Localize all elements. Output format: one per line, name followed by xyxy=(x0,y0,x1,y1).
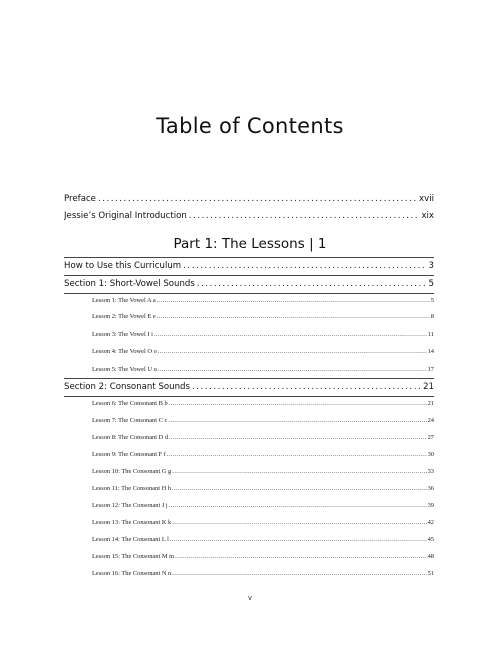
toc-section-label: Section 1: Short-Vowel Sounds xyxy=(64,279,195,289)
lesson-label: Lesson 11: The Consonant H h xyxy=(92,485,171,492)
toc-lesson-1[interactable] xyxy=(92,296,434,306)
lesson-label: Lesson 15: The Consonant M m xyxy=(92,553,175,560)
dot-leader xyxy=(172,518,426,528)
dot-leader xyxy=(168,416,426,426)
toc-lesson-7[interactable] xyxy=(92,416,434,426)
lesson-page: 36 xyxy=(427,485,434,492)
dot-leader xyxy=(172,484,427,494)
dot-leader xyxy=(197,278,427,291)
dot-leader xyxy=(169,501,427,511)
lesson-page: 48 xyxy=(427,553,434,560)
lesson-label: Lesson 4: The Vowel O o xyxy=(92,348,157,355)
lesson-page: 14 xyxy=(427,348,434,355)
toc-lesson-5[interactable] xyxy=(92,365,434,375)
toc-lesson-9[interactable] xyxy=(92,450,434,460)
section-divider xyxy=(64,293,434,294)
toc-entry-label: Jessie’s Original Introduction xyxy=(64,211,187,221)
part-heading: Part 1: The Lessons | 1 xyxy=(173,236,327,252)
dot-leader xyxy=(183,260,426,273)
lesson-page: 51 xyxy=(427,570,434,577)
lesson-page: 8 xyxy=(430,313,434,320)
lesson-page: 21 xyxy=(427,400,434,407)
toc-entry-introduction[interactable] xyxy=(64,210,434,223)
toc-lesson-16[interactable] xyxy=(92,569,434,579)
entry-divider xyxy=(64,275,434,276)
dot-leader xyxy=(192,381,421,394)
dot-leader xyxy=(157,296,430,306)
toc-entry-page: 3 xyxy=(428,261,434,271)
dot-leader xyxy=(98,193,417,206)
toc-section-1[interactable] xyxy=(64,278,434,291)
toc-lesson-8[interactable] xyxy=(92,433,434,443)
toc-lesson-15[interactable] xyxy=(92,552,434,562)
toc-section-page: 5 xyxy=(428,279,434,289)
lesson-page: 42 xyxy=(427,519,434,526)
toc-entry-page: xvii xyxy=(419,194,434,204)
toc-lesson-11[interactable] xyxy=(92,484,434,494)
lesson-page: 45 xyxy=(427,536,434,543)
lesson-label: Lesson 8: The Consonant D d xyxy=(92,434,169,441)
dot-leader xyxy=(172,569,426,579)
dot-leader xyxy=(169,399,427,409)
dot-leader xyxy=(158,347,427,357)
toc-entry-how-to-use[interactable] xyxy=(64,260,434,273)
dot-leader xyxy=(154,330,427,340)
toc-section-page: 21 xyxy=(423,382,434,392)
lesson-label: Lesson 13: The Consonant K k xyxy=(92,519,172,526)
toc-lesson-2[interactable] xyxy=(92,312,434,322)
lesson-label: Lesson 6: The Consonant B b xyxy=(92,400,168,407)
lesson-label: Lesson 12: The Consonant J j xyxy=(92,502,168,509)
lesson-label: Lesson 7: The Consonant C c xyxy=(92,417,168,424)
toc-lesson-4[interactable] xyxy=(92,347,434,357)
dot-leader xyxy=(158,365,427,375)
lesson-label: Lesson 9: The Consonant F f xyxy=(92,451,166,458)
lesson-label: Lesson 5: The Vowel U u xyxy=(92,366,157,373)
toc-lesson-12[interactable] xyxy=(92,501,434,511)
lesson-page: 27 xyxy=(427,434,434,441)
lesson-label: Lesson 16: The Consonant N n xyxy=(92,570,172,577)
toc-entry-preface[interactable] xyxy=(64,193,434,206)
dot-leader xyxy=(170,535,427,545)
toc-lesson-3[interactable] xyxy=(92,330,434,340)
toc-section-label: Section 2: Consonant Sounds xyxy=(64,382,190,392)
toc-lesson-14[interactable] xyxy=(92,535,434,545)
section-divider xyxy=(64,378,434,379)
lesson-label: Lesson 1: The Vowel A a xyxy=(92,297,156,304)
dot-leader xyxy=(172,467,426,477)
section-divider xyxy=(64,396,434,397)
lesson-page: 33 xyxy=(427,468,434,475)
lesson-label: Lesson 10: The Consonant G g xyxy=(92,468,172,475)
toc-lesson-13[interactable] xyxy=(92,518,434,528)
dot-leader xyxy=(157,312,430,322)
dot-leader xyxy=(167,450,427,460)
lesson-label: Lesson 2: The Vowel E e xyxy=(92,313,156,320)
lesson-page: 11 xyxy=(427,331,434,338)
part-divider xyxy=(64,257,434,258)
lesson-label: Lesson 14: The Consonant L l xyxy=(92,536,169,543)
lesson-page: 17 xyxy=(427,366,434,373)
toc-lesson-6[interactable] xyxy=(92,399,434,409)
dot-leader xyxy=(175,552,427,562)
toc-entry-label: Preface xyxy=(64,194,96,204)
lesson-page: 39 xyxy=(427,502,434,509)
dot-leader xyxy=(169,433,427,443)
lesson-page: 5 xyxy=(430,297,434,304)
page-number: v xyxy=(247,594,253,602)
lesson-label: Lesson 3: The Vowel I i xyxy=(92,331,153,338)
toc-section-2[interactable] xyxy=(64,381,434,394)
lesson-page: 30 xyxy=(427,451,434,458)
toc-lesson-10[interactable] xyxy=(92,467,434,477)
lesson-page: 24 xyxy=(427,417,434,424)
dot-leader xyxy=(189,210,420,223)
page-title: Table of Contents xyxy=(156,114,344,138)
toc-entry-page: xix xyxy=(421,211,434,221)
toc-entry-label: How to Use this Curriculum xyxy=(64,261,182,271)
